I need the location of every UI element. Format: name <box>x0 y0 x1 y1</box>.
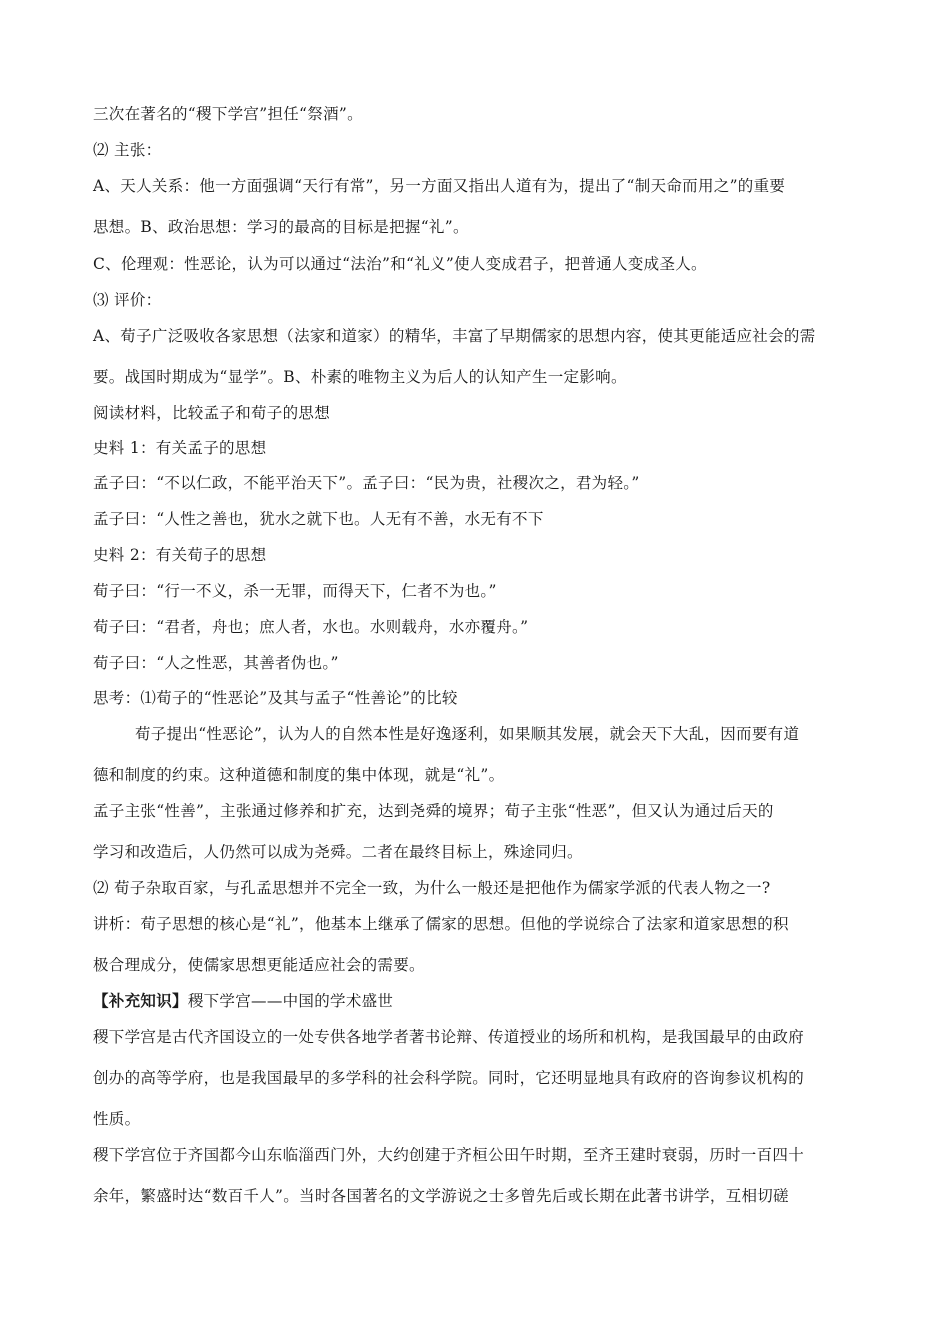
text-line: 孟子曰：“人性之善也，犹水之就下也。人无有不善，水无有不下 <box>93 510 544 528</box>
text-line: A、荀子广泛吸收各家思想（法家和道家）的精华，丰富了早期儒家的思想内容，使其更能适应社会的需 <box>93 327 816 345</box>
text-line: 稷下学宫是古代齐国设立的一处专供各地学者著书论辩、传道授业的场所和机构，是我国最早的由政府 <box>93 1028 805 1046</box>
text-line: 史料 2：有关荀子的思想 <box>93 546 267 564</box>
text-line: 德和制度的约束。这种道德和制度的集中体现，就是“礼”。 <box>93 766 505 784</box>
text-line: 荀子曰：“行一不义，杀一无罪，而得天下，仁者不为也。” <box>93 582 497 600</box>
text-line: ⑵ 荀子杂取百家，与孔孟思想并不完全一致，为什么一般还是把他作为儒家学派的代表人物之一? <box>93 879 771 897</box>
text-line: ⑶ 评价： <box>93 291 162 309</box>
text-line: 稷下学宫位于齐国都今山东临淄西门外，大约创建于齐桓公田午时期，至齐王建时衰弱，历时一百四十 <box>93 1146 805 1164</box>
supplement-heading <box>93 991 873 1011</box>
text-line: 要。战国时期成为“显学”。B、朴素的唯物主义为后人的认知产生一定影响。 <box>93 368 627 386</box>
text-line: 学习和改造后，人仍然可以成为尧舜。二者在最终目标上，殊途同归。 <box>93 843 583 861</box>
text-line: 极合理成分，使儒家思想更能适应社会的需要。 <box>93 956 425 974</box>
text-line: 孟子主张“性善”，主张通过修养和扩充，达到尧舜的境界；荀子主张“性恶”，但又认为通过后天的 <box>93 802 774 820</box>
text-line: 荀子提出“性恶论”，认为人的自然本性是好逸逐利，如果顺其发展，就会天下大乱，因而要有道 <box>135 725 800 743</box>
text-line: 思想。B、政治思想：学习的最高的目标是把握“礼”。 <box>93 218 469 236</box>
text-line: 史料 1：有关孟子的思想 <box>93 439 267 457</box>
text-line: 阅读材料，比较孟子和荀子的思想 <box>93 404 331 422</box>
text-line: 孟子曰：“不以仁政，不能平治天下”。孟子曰：“民为贵，社稷次之，君为轻。” <box>93 474 640 492</box>
text-line: ⑵ 主张： <box>93 141 162 159</box>
text-line: 荀子曰：“人之性恶，其善者伪也。” <box>93 654 339 672</box>
text-line: 思考：⑴荀子的“性恶论”及其与孟子“性善论”的比较 <box>93 689 458 707</box>
text-line: 荀子曰：“君者，舟也；庶人者，水也。水则载舟，水亦覆舟。” <box>93 618 529 636</box>
text-line: C、伦理观：性恶论，认为可以通过“法治”和“礼义”使人变成君子，把普通人变成圣人。 <box>93 255 707 273</box>
text-line: 性质。 <box>93 1110 141 1128</box>
supplement-title: 稷下学宫——中国的学术盛世 <box>187 992 394 1010</box>
text-line: 讲析：荀子思想的核心是“礼”，他基本上继承了儒家的思想。但他的学说综合了法家和道家思想的积 <box>93 915 789 933</box>
text-line: 余年，繁盛时达“数百千人”。当时各国著名的文学游说之士多曾先后或长期在此著书讲学，互相切磋 <box>93 1187 789 1205</box>
text-line: A、天人关系：他一方面强调“天行有常”，另一方面又指出人道有为，提出了“制天命而用之”的重要 <box>93 177 786 195</box>
text-line: 三次在著名的“稷下学宫”担任“祭酒”。 <box>93 105 363 123</box>
supplement-label: 【补充知识】 <box>93 991 188 1010</box>
text-line: 创办的高等学府，也是我国最早的多学科的社会科学院。同时，它还明显地具有政府的咨询参议机构的 <box>93 1069 805 1087</box>
